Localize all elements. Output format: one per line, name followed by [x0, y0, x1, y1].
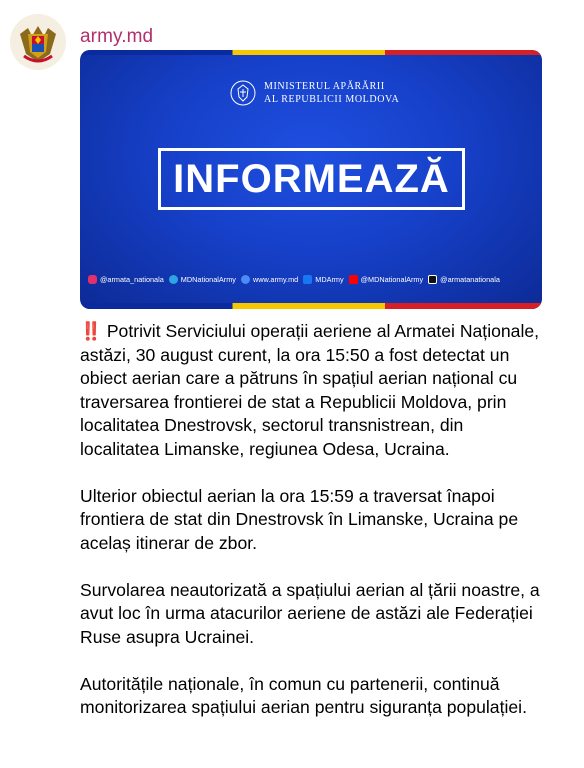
avatar[interactable]: [10, 14, 66, 70]
ministry-name-line1: MINISTERUL APĂRĂRII: [264, 81, 385, 92]
message-paragraph: Autoritățile naționale, în comun cu partenerii, continuă monitorizarea spațiului aerian pentru siguranța populației.: [80, 673, 527, 717]
message-paragraph: ‼️ Potrivit Serviciului operații aeriene al Armatei Naționale, astăzi, 30 august curent, la ora 15:50 a fost detectat un obiect aerian care a pătruns în spațiul aerian național cu traversarea frontierei de stat a Republicii Moldova, prin localitatea Dnestrovsk, sectorul transnistrean, din localitatea Limanske, regiunea Odesa, Ucraina.: [80, 321, 540, 459]
social-youtube: @MDNationalArmy: [349, 275, 424, 284]
social-website: www.army.md: [241, 275, 298, 284]
social-instagram: @armata_nationala: [88, 275, 164, 284]
banner-image[interactable]: [80, 50, 542, 309]
message-paragraph: Ulterior obiectul aerian la ora 15:59 a traversat înapoi frontiera de stat din Dnestrovsk în Limanske, Ucraina pe acelaș itinerar de zbor.: [80, 485, 519, 553]
social-tiktok: @armatanationala: [428, 275, 500, 284]
tricolor-stripe: [80, 50, 542, 55]
channel-name[interactable]: army.md: [80, 26, 154, 47]
globe-icon: [241, 275, 250, 284]
headline: INFORMEAZĂ: [173, 156, 450, 201]
youtube-icon: [349, 275, 358, 284]
instagram-icon: [88, 275, 97, 284]
social-links: [88, 275, 536, 284]
social-telegram: MDNationalArmy: [169, 275, 236, 284]
tricolor-stripe-bottom: [80, 303, 542, 309]
message-paragraph: Survolarea neautorizată a spațiului aerian al țării noastre, a avut loc în urma atacurilor aeriene de astăzi ale Federației Ruse asupra Ucrainei.: [80, 579, 540, 647]
telegram-icon: [169, 275, 178, 284]
coat-of-arms-icon: [10, 14, 66, 70]
ministry-name-line2: AL REPUBLICII MOLDOVA: [264, 94, 400, 105]
ministry-emblem-icon: [230, 80, 256, 106]
double-exclamation-icon: ‼️: [80, 321, 102, 341]
ministry-logo: [230, 80, 399, 106]
facebook-icon: [303, 275, 312, 284]
message-body: [80, 320, 542, 743]
tiktok-icon: [428, 275, 437, 284]
social-facebook: MDArmy: [303, 275, 343, 284]
headline-box: [158, 148, 465, 210]
